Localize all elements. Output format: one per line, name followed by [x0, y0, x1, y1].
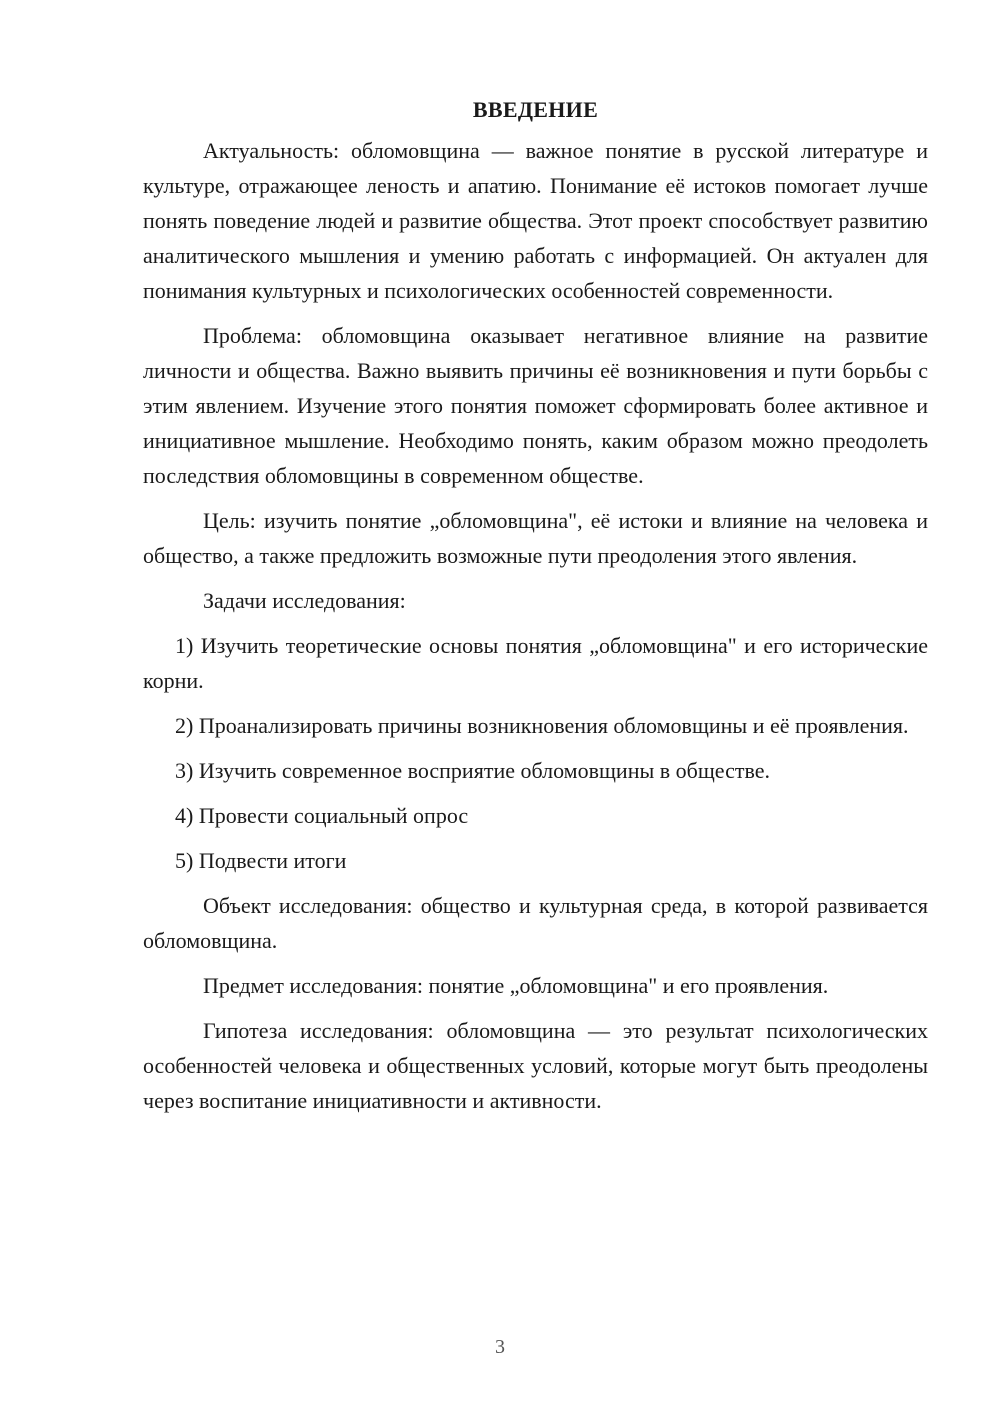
task-item-1: 1) Изучить теоретические основы понятия „обломовщина" и его исторические корни. [143, 633, 928, 693]
subject-paragraph: Предмет исследования: понятие „обломовщина" и его проявления. [203, 973, 829, 998]
task-item-5: 5) Подвести итоги [175, 848, 347, 873]
problem-paragraph: Проблема: обломовщина оказывает негативное влияние на развитие личности и общества. Важно выявить причины её возникновения и пути борьбы с этим явлением. Изучение этого понятия поможет сформировать более активное и инициативное мышление. Необходимо понять, каким образом можно преодолеть последствия обломовщины в современном обществе. [143, 323, 928, 488]
goal-paragraph: Цель: изучить понятие „обломовщина", её истоки и влияние на человека и общество, а также предложить возможные пути преодоления этого явления. [143, 508, 928, 568]
document-page [143, 92, 928, 1128]
task-item-3: 3) Изучить современное восприятие обломовщины в обществе. [175, 758, 770, 783]
page-number: 3 [495, 1336, 505, 1358]
page-title: ВВЕДЕНИЕ [472, 97, 599, 122]
task-item-2: 2) Проанализировать причины возникновения обломовщины и её проявления. [175, 713, 909, 738]
hypothesis-paragraph: Гипотеза исследования: обломовщина — это результат психологических особенностей человека и общественных условий, которые могут быть преодолены через воспитание инициативности и активности. [143, 1018, 928, 1113]
relevance-paragraph: Актуальность: обломовщина — важное понятие в русской литературе и культуре, отражающее леность и апатию. Понимание её истоков помогает лучше понять поведение людей и развитие общества. Этот проект способствует развитию аналитического мышления и умению работать с информацией. Он актуален для понимания культурных и психологических особенностей современности. [143, 138, 928, 303]
tasks-heading: Задачи исследования: [203, 588, 406, 613]
object-paragraph: Объект исследования: общество и культурная среда, в которой развивается обломовщина. [143, 893, 928, 953]
task-item-4: 4) Провести социальный опрос [175, 803, 469, 828]
